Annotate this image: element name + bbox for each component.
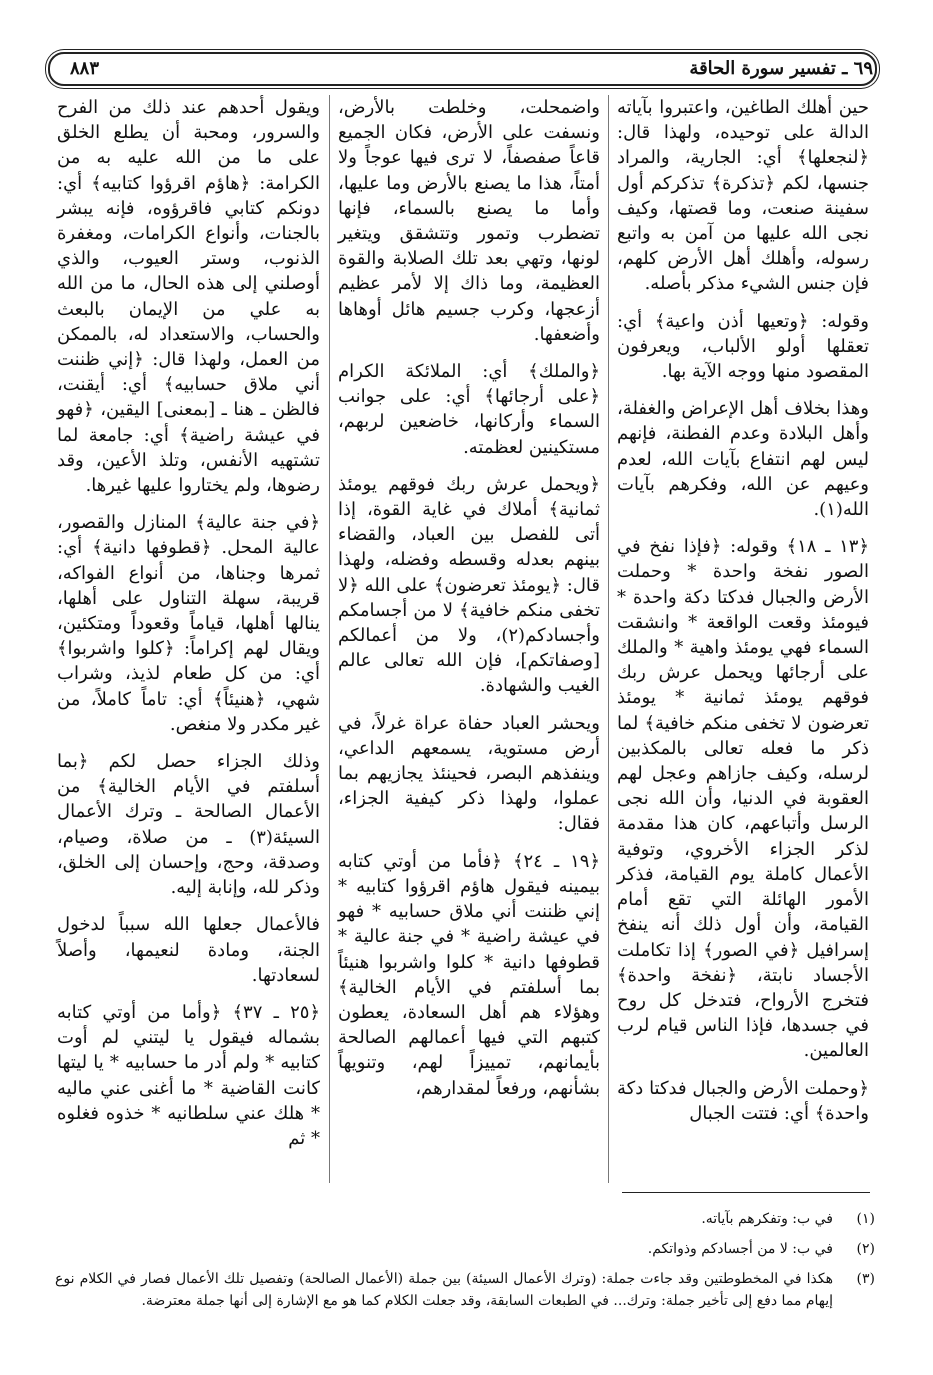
running-header-title: ٦٩ ـ تفسير سورة الحاقة	[689, 58, 873, 79]
paragraph: وقوله: ﴿وتعيها أذن واعية﴾ أي: تعقلها أولو الألباب، ويعرفون المقصود منها ووجه الآية بها.	[617, 310, 869, 383]
footnote-text: في ب: وتفكرهم بآياته.	[701, 1211, 833, 1227]
footnote-text: هكذا في المخطوطتين وقد جاءت جملة: (وترك الأعمال السيئة) بين جملة (الأعمال الصالحة) وتفصيل تلك الأعمال فصار في الكلام نوع إيهام مما دفع إلى تأخير جملة: وترك... في الطبعات السابقة، وقد جعلت الكلام كما هو مع الإشارة إلى أنها جملة معترضة.	[55, 1271, 833, 1309]
paragraph: ﴿٢٥ ـ ٣٧﴾ ﴿وأما من أوتي كتابه بشماله فيقول يا ليتني لم أوت كتابيه * ولم أدر ما حسابيه * يا ليتها كانت القاضية * ما أغنى عني ماليه * هلك عني سلطانيه * خذوه فغلوه * ثم	[57, 1001, 320, 1149]
footnote-number: (١)	[856, 1211, 875, 1227]
page-number: ٨٨٣	[70, 58, 100, 79]
paragraph: ﴿ويحمل عرش ربك فوقهم يومئذ ثمانية﴾ أملاك في غاية القوة، إذا أتى للفصل بين العباد، والقضاء بينهم بعدله وقسطه وفضله، ولهذا قال: ﴿يومئذ تعرضون﴾ على الله ﴿لا تخفى منكم خافية﴾ لا من أجسامكم وأجسادكم(٢)، ولا من أعمالكم [وصفاتكم]، فإن الله تعالى عالم الغيب والشهادة.	[338, 473, 600, 697]
footnote-number: (٢)	[856, 1241, 875, 1257]
paragraph: ويقول أحدهم عند ذلك من الفرح والسرور، ومحبة أن يطلع الخلق على ما من الله عليه به من الكرامة: ﴿هاؤم اقرؤوا كتابيه﴾ أي: دونكم كتابي فاقرؤوه، فإنه يبشر بالجنات، وأنواع الكرامات، ومغفرة الذنوب، وستر العيوب، والذي أوصلني إلى هذه الحال، ما من الله به علي من الإيمان بالبعث والحساب، والاستعداد له، بالممكن من العمل، ولهذا قال: ﴿إني ظننت أني ملاق حسابيه﴾ أي: أيقنت، فالظن ـ هنا ـ [بمعنى] اليقين، ﴿فهو في عيشة راضية﴾ أي: جامعة لما تشتهيه الأنفس، وتلذ الأعين، وقد رضوها، ولم يختاروا عليها غيرها.	[57, 97, 320, 497]
paragraph: واضمحلت، وخلطت بالأرض، ونسفت على الأرض، فكان الجميع قاعاً صفصفاً، لا ترى فيها عوجاً ولا أمتاً، هذا ما يصنع بالأرض وما عليها، وأما ما يصنع بالسماء، فإنها تضطرب وتمور وتتشقق ويتغير لونها، وتهي بعد تلك الصلابة والقوة العظيمة، وما ذاك إلا لأمر عظيم أزعجها، وكرب جسيم هائل أوهاها وأضعفها.	[338, 97, 600, 345]
text-column-middle	[338, 95, 600, 1113]
footnotes	[55, 1208, 875, 1320]
footnote-separator	[622, 1192, 870, 1193]
paragraph: ﴿في جنة عالية﴾ المنازل والقصور، عالية المحل. ﴿قطوفها دانية﴾ أي: ثمرها وجناها، من أنواع الفواكه، قريبة، سهلة التناول على أهلها، ينالها أهلها، قياماً وقعوداً ومتكئين، ويقال لهم إكراماً: ﴿كلوا واشربوا﴾ أي: من كل طعام لذيذ، وشراب شهي، ﴿هنيئاً﴾ أي: تاماً كاملاً، من غير مكدر ولا منغص.	[57, 512, 320, 735]
paragraph: وهذا بخلاف أهل الإعراض والغفلة، وأهل البلادة وعدم الفطنة، فإنهم ليس لهم انتفاع بآيات الله، لعدم وعيهم عن الله، وفكرهم بآيات الله(١).	[617, 398, 869, 521]
footnote	[55, 1208, 875, 1230]
paragraph: وذلك الجزاء حصل لكم ﴿بما أسلفتم في الأيام الخالية﴾ من الأعمال الصالحة ـ وترك الأعمال السيئة(٣) ـ من صلاة، وصيام، وصدقة، وحج، وإحسان إلى الخلق، وذكر لله، وإنابة إليه.	[57, 751, 320, 899]
paragraph: حين أهلك الطاغين، واعتبروا بآياته الدالة على توحيده، ولهذا قال: ﴿لنجعلها﴾ أي: الجارية، والمراد جنسها، لكم ﴿تذكرة﴾ تذكركم أول سفينة صنعت، وما قصتها، وكيف نجى الله عليها من آمن به واتبع رسوله، وأهلك أهل الأرض كلهم، فإن جنس الشيء مذكر بأصله.	[617, 97, 869, 295]
footnote-number: (٣)	[856, 1271, 875, 1287]
paragraph: ويحشر العباد حفاة عراة غرلاً، في أرض مستوية، يسمعهم الداعي، وينفذهم البصر، فحينئذ يجازيهم بما عملوا، ولهذا ذكر كيفية الجزاء، فقال:	[338, 712, 600, 835]
footnote	[55, 1238, 875, 1260]
footnote-text: في ب: لا من أجسادكم وذواتكم.	[647, 1241, 833, 1257]
paragraph: ﴿١٣ ـ ١٨﴾ وقوله: ﴿فإذا نفخ في الصور نفخة واحدة * وحملت الأرض والجبال فدكتا دكة واحدة * فيومئذ وقعت الواقعة * وانشقت السماء فهي يومئذ واهية * والملك على أرجائها ويحمل عرش ربك فوقهم يومئذ ثمانية * يومئذ تعرضون لا تخفى منكم خافية﴾ لما ذكر ما فعله تعالى بالمكذبين لرسله، وكيف جازاهم وعجل لهم العقوبة في الدنيا، وأن الله نجى الرسل وأتباعهم، كان هذا مقدمة لذكر الجزاء الأخروي، وتوفية الأعمال كاملة يوم القيامة، فذكر الأمور الهائلة التي تقع أمام القيامة، وأن أول ذلك أنه ينفخ إسرافيل ﴿في الصور﴾ إذا تكاملت الأجساد نابتة، ﴿نفخة واحدة﴾ فتخرج الأرواح، فتدخل كل روح في جسدها، فإذا الناس قيام لرب العالمين.	[617, 536, 869, 1062]
text-column-right	[617, 95, 869, 1138]
paragraph: ﴿والملك﴾ أي: الملائكة الكرام ﴿على أرجائها﴾ أي: على جوانب السماء وأركانها، خاضعين لربهم، مستكينين لعظمته.	[338, 361, 600, 458]
column-divider	[329, 95, 330, 1183]
footnote	[55, 1268, 875, 1312]
paragraph: ﴿وحملت الأرض والجبال فدكتا دكة واحدة﴾ أي: فتتت الجبال	[617, 1077, 869, 1124]
column-divider	[608, 95, 609, 1183]
paragraph: فالأعمال جعلها الله سبباً لدخول الجنة، ومادة لنعيمها، وأصلاً لسعادتها.	[57, 914, 320, 986]
text-column-left	[57, 95, 320, 1163]
paragraph: ﴿١٩ ـ ٢٤﴾ ﴿فأما من أوتي كتابه بيمينه فيقول هاؤم اقرؤوا كتابيه * إني ظننت أني ملاق حسابيه * فهو في عيشة راضية * في جنة عالية * قطوفها دانية * كلوا واشربوا هنيئاً بما أسلفتم في الأيام الخالية﴾ وهؤلاء هم أهل السعادة، يعطون كتبهم التي فيها أعمالهم الصالحة بأيمانهم، تمييزاً لهم، وتنويهاً بشأنهم، ورفعاً لمقدارهم،	[338, 850, 601, 1099]
